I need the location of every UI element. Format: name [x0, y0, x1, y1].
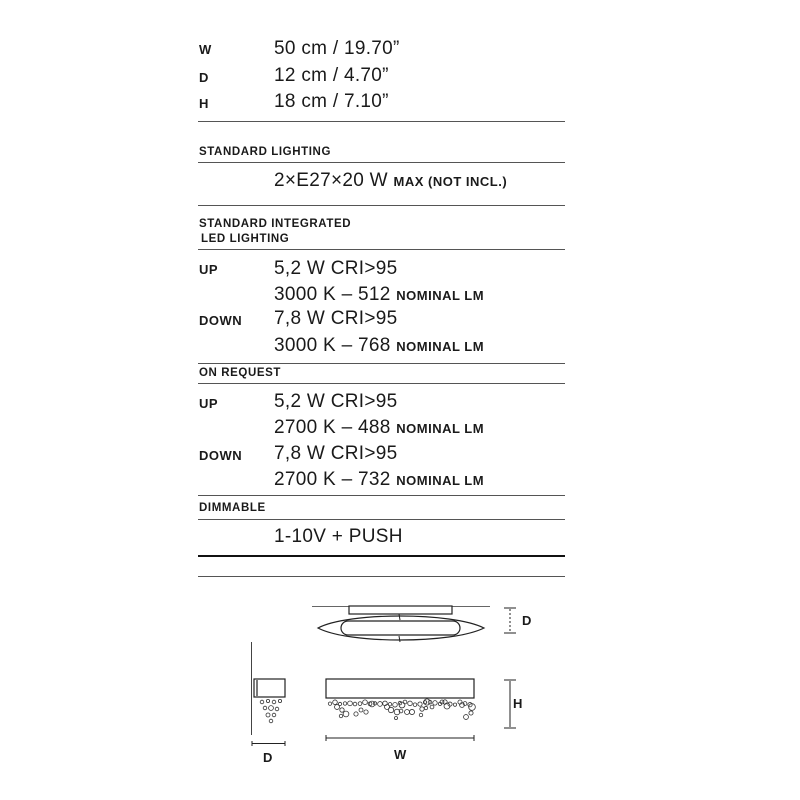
crystal-pendant	[464, 715, 469, 720]
led-up-line1: 5,2 W CRI>95	[274, 258, 398, 279]
crystal-pendant	[404, 709, 409, 714]
crystal-pendant	[378, 702, 383, 707]
crystal-pendant	[408, 701, 413, 706]
led-up-line2: 3000 K – 512 NOMINAL LM	[274, 284, 485, 305]
crystal-pendant	[453, 703, 456, 706]
front-view-crystals	[328, 699, 475, 720]
crystal-pendant	[430, 705, 434, 709]
crystal-pendant	[393, 702, 398, 707]
crystal-pendant	[409, 709, 414, 714]
crystal-pendant	[275, 707, 279, 711]
crystal-pendant	[269, 706, 274, 711]
section-heading-integrated-line1: STANDARD INTEGRATED	[199, 218, 352, 230]
crystal-pendant	[333, 700, 338, 705]
crystal-pendant	[433, 701, 437, 705]
crystal-pendant	[364, 710, 368, 714]
top-view-depth-label: D	[522, 613, 532, 628]
led-down-label: DOWN	[199, 313, 243, 328]
side-view-crystals	[260, 699, 281, 722]
request-down-line2: 2700 K – 732 NOMINAL LM	[274, 469, 485, 490]
request-up-label: UP	[199, 396, 219, 411]
crystal-pendant	[388, 707, 393, 712]
crystal-pendant	[340, 708, 344, 712]
led-up-label: UP	[199, 262, 219, 277]
crystal-pendant	[359, 708, 363, 712]
crystal-pendant	[358, 702, 362, 706]
section-heading-on-request: ON REQUEST	[199, 367, 282, 379]
request-up-line1: 5,2 W CRI>95	[274, 391, 398, 412]
led-down-line2: 3000 K – 768 NOMINAL LM	[274, 335, 485, 356]
crystal-pendant	[469, 711, 473, 715]
crystal-pendant	[388, 703, 391, 706]
crystal-pendant	[348, 701, 353, 706]
crystal-pendant	[269, 719, 273, 723]
led-down-line1: 7,8 W CRI>95	[274, 308, 398, 329]
standard-lighting-value: 2×E27×20 W MAX (NOT INCL.)	[274, 170, 508, 191]
dimension-key-w: W	[199, 42, 212, 57]
crystal-pendant	[418, 702, 422, 706]
crystal-pendant	[354, 712, 358, 716]
crystal-pendant	[424, 706, 427, 709]
dimension-key-d: D	[199, 70, 209, 85]
crystal-pendant	[272, 713, 276, 717]
section-heading-standard-lighting: STANDARD LIGHTING	[199, 146, 332, 158]
crystal-pendant	[353, 702, 357, 706]
crystal-pendant	[419, 713, 422, 716]
crystal-pendant	[413, 703, 417, 707]
request-up-line2: 2700 K – 488 NOMINAL LM	[274, 417, 485, 438]
crystal-pendant	[260, 700, 264, 704]
crystal-pendant	[403, 700, 407, 704]
crystal-pendant	[363, 700, 368, 705]
request-down-label: DOWN	[199, 448, 243, 463]
dimension-value-w: 50 cm / 19.70”	[274, 38, 400, 59]
section-heading-integrated-line2: LED LIGHTING	[201, 233, 290, 245]
crystal-pendant	[420, 707, 424, 711]
crystal-pendant	[339, 714, 342, 717]
request-down-line1: 7,8 W CRI>95	[274, 443, 398, 464]
top-view	[312, 606, 516, 642]
crystal-pendant	[266, 699, 269, 702]
dimension-key-h: H	[199, 96, 209, 111]
crystal-pendant	[343, 702, 346, 705]
crystal-pendant	[328, 702, 331, 705]
front-view-width-label: W	[394, 747, 407, 762]
crystal-pendant	[278, 699, 281, 702]
crystal-pendant	[394, 716, 397, 719]
front-view-height-label: H	[513, 696, 523, 711]
crystal-pendant	[272, 700, 276, 704]
section-heading-dimmable: DIMMABLE	[199, 502, 266, 514]
side-view	[252, 642, 286, 746]
front-view	[326, 679, 516, 741]
crystal-pendant	[263, 706, 267, 710]
crystal-pendant	[266, 713, 270, 717]
side-view-depth-label: D	[263, 750, 273, 765]
dimension-value-h: 18 cm / 7.10”	[274, 91, 389, 112]
crystal-pendant	[343, 711, 349, 717]
crystal-pendant	[338, 702, 341, 705]
dimmable-value: 1-10V + PUSH	[274, 526, 403, 547]
dimension-value-d: 12 cm / 4.70”	[274, 65, 389, 86]
